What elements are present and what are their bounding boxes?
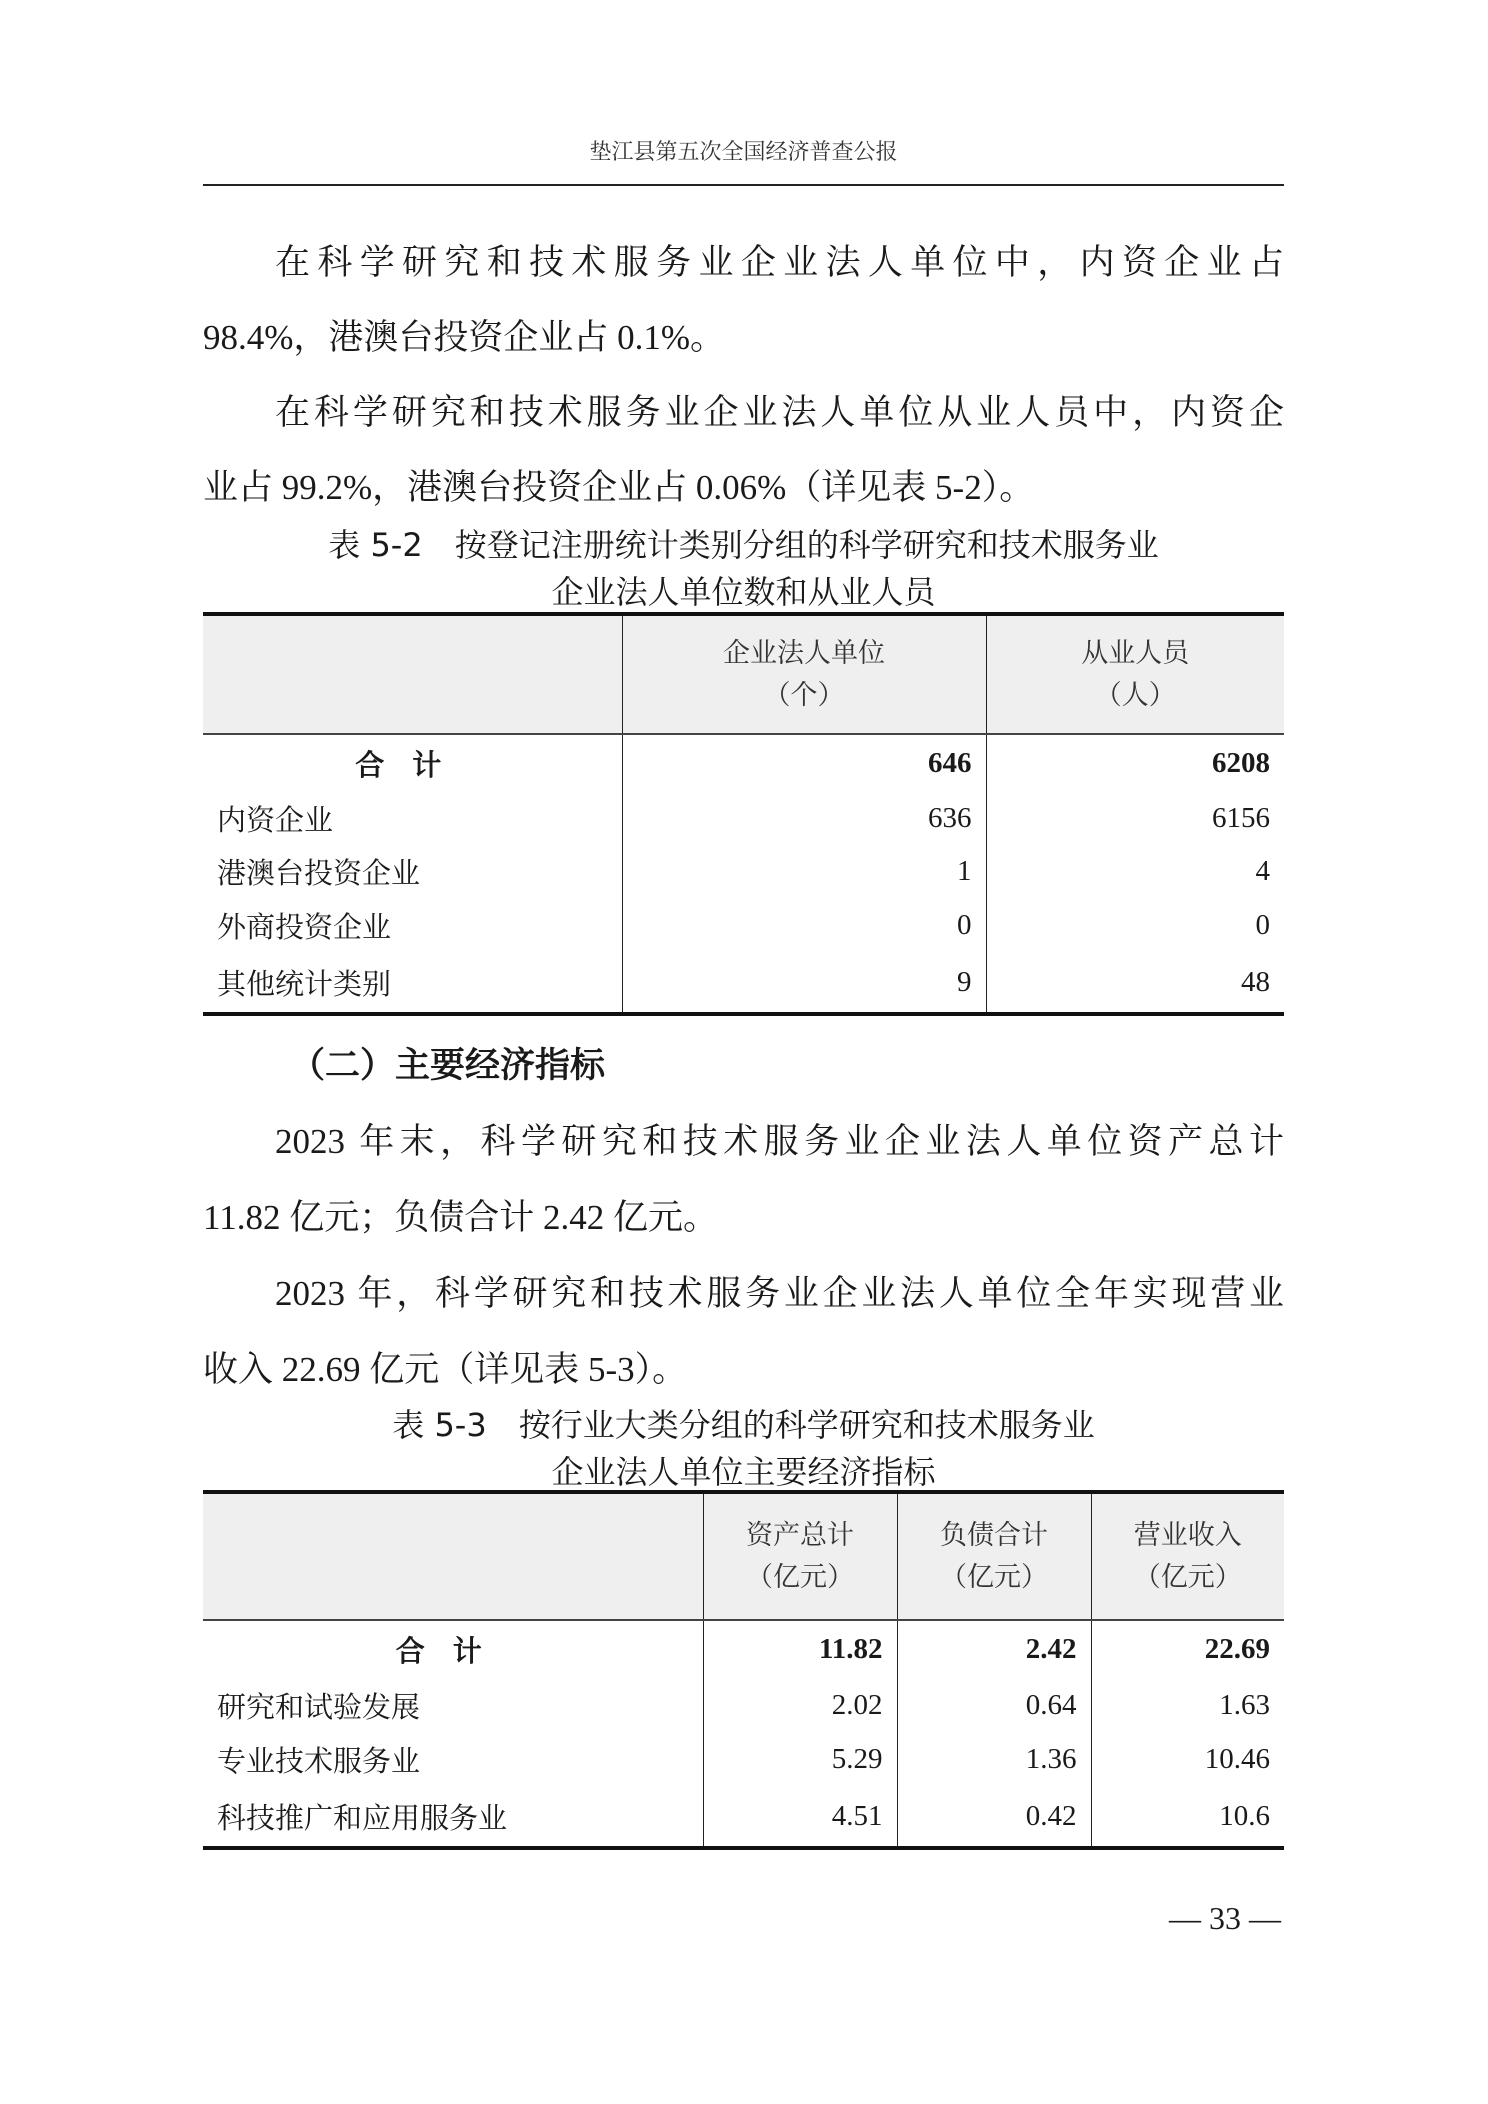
section-heading: （二）主要经济指标 [290, 1045, 606, 1086]
paragraph-line: 2023 年，科学研究和技术服务业企业法人单位全年实现营业 [275, 1274, 1284, 1313]
cell-value: 10.6 [1091, 1786, 1284, 1848]
column-unit: （亿元） [746, 1561, 854, 1593]
cell-value: 1.36 [897, 1732, 1091, 1786]
cell-value: 10.46 [1091, 1732, 1284, 1786]
cell-value: 0 [622, 898, 986, 952]
column-header [703, 1492, 897, 1620]
column-unit: （亿元） [940, 1561, 1048, 1593]
cell-value: 0.42 [897, 1786, 1091, 1848]
table-5-2-subtitle: 企业法人单位数和从业人员 [551, 573, 936, 611]
cell-value: 2.02 [703, 1678, 897, 1732]
paragraph-line: 2023 年末，科学研究和技术服务业企业法人单位资产总计 [275, 1122, 1284, 1161]
paragraph-line: 业占 99.2%，港澳台投资企业占 0.06%（详见表 5-2）。 [203, 468, 1035, 507]
cell-value: 6156 [986, 792, 1284, 844]
cell-value: 1 [622, 844, 986, 898]
cell-value: 9 [622, 952, 986, 1014]
table-row-total [203, 734, 1284, 792]
table-row [203, 792, 1284, 844]
table-row [203, 898, 1284, 952]
row-label: 港澳台投资企业 [217, 857, 421, 890]
table-5-3-title: 表 5-3 按行业大类分组的科学研究和技术服务业 [392, 1406, 1095, 1444]
table-5-3-subtitle: 企业法人单位主要经济指标 [551, 1453, 936, 1491]
column-name: 营业收入 [1133, 1519, 1242, 1551]
header-blank-cell [203, 614, 622, 734]
page-number: — 33 — [1169, 1900, 1281, 1936]
table-header-row [203, 1492, 1284, 1620]
column-unit: （个） [763, 679, 845, 711]
paragraph-line: 在科学研究和技术服务业企业法人单位从业人员中，内资企 [275, 393, 1284, 432]
table-row-total [203, 1620, 1284, 1678]
column-header [897, 1492, 1091, 1620]
column-name: 资产总计 [746, 1519, 854, 1551]
column-header [1091, 1492, 1284, 1620]
table-row [203, 952, 1284, 1014]
paragraph-line: 11.82 亿元；负债合计 2.42 亿元。 [203, 1198, 718, 1237]
table-5-2-title: 表 5-2 按登记注册统计类别分组的科学研究和技术服务业 [328, 526, 1159, 564]
table-5-3 [203, 1490, 1284, 1850]
column-name: 企业法人单位 [723, 637, 885, 669]
paragraph-line: 收入 22.69 亿元（详见表 5-3）。 [203, 1350, 688, 1389]
row-label: 内资企业 [217, 804, 334, 837]
cell-value: 0.64 [897, 1678, 1091, 1732]
row-label: 科技推广和应用服务业 [217, 1802, 508, 1835]
table-header-row [203, 614, 1284, 734]
table-5-2 [203, 612, 1284, 1016]
cell-value: 0 [986, 898, 1284, 952]
cell-value: 22.69 [1091, 1620, 1284, 1678]
table-row [203, 1786, 1284, 1848]
cell-value: 1.63 [1091, 1678, 1284, 1732]
cell-value: 5.29 [703, 1732, 897, 1786]
column-name: 负债合计 [940, 1519, 1048, 1551]
table-row [203, 1678, 1284, 1732]
table-row [203, 1732, 1284, 1786]
column-header [986, 614, 1284, 734]
cell-value: 4 [986, 844, 1284, 898]
cell-value: 636 [622, 792, 986, 844]
row-label: 合计 [355, 750, 470, 782]
header-blank-cell [203, 1492, 703, 1620]
cell-value: 6208 [986, 734, 1284, 792]
cell-value: 48 [986, 952, 1284, 1014]
column-unit: （亿元） [1133, 1561, 1242, 1593]
column-name: 从业人员 [1081, 637, 1190, 669]
cell-value: 646 [622, 734, 986, 792]
cell-value: 2.42 [897, 1620, 1091, 1678]
header-rule [203, 184, 1284, 186]
paragraph-line: 98.4%，港澳台投资企业占 0.1%。 [203, 318, 726, 357]
column-unit: （人） [1094, 679, 1176, 711]
column-header [622, 614, 986, 734]
cell-value: 4.51 [703, 1786, 897, 1848]
running-header: 垫江县第五次全国经济普查公报 [589, 139, 898, 164]
row-label: 研究和试验发展 [217, 1691, 421, 1724]
row-label: 合计 [395, 1636, 510, 1668]
row-label: 专业技术服务业 [217, 1745, 421, 1778]
row-label: 外商投资企业 [217, 911, 392, 944]
row-label: 其他统计类别 [217, 968, 392, 1001]
paragraph-line: 在科学研究和技术服务业企业法人单位中，内资企业占 [275, 243, 1284, 282]
table-row [203, 844, 1284, 898]
cell-value: 11.82 [703, 1620, 897, 1678]
